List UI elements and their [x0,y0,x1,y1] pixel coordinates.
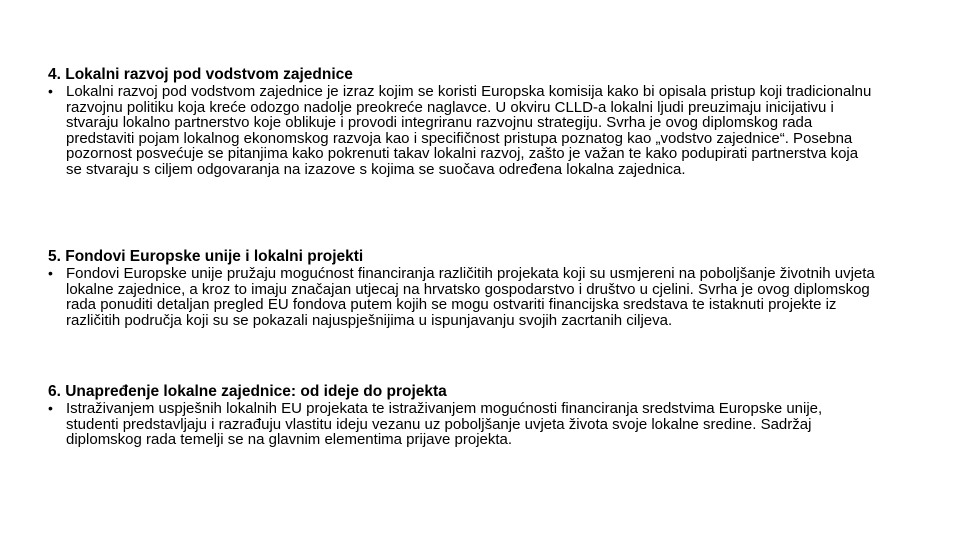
bullet-item [48,401,878,448]
bullet-icon: • [48,400,53,416]
section-heading: 5. Fondovi Europske unije i lokalni projekti [48,248,364,265]
bullet-icon: • [48,83,53,99]
bullet-icon: • [48,265,53,281]
section-local-development [48,66,878,178]
section-eu-funds [48,248,878,328]
section-paragraph: Lokalni razvoj pod vodstvom zajednice je izraz kojim se koristi Europska komisija kako bi opisala pristup koji tradicionalnu razvojnu politiku koja kreće odozgo nadolje preokreće naglavce. U okviru CLLD-a lokalni ljudi preuzimaju inicijativu i stvaraju lokalno partnerstvo koje oblikuje i provodi integriranu razvojnu strategiju. Svrha je ovog diplomskog rada predstaviti pojam lokalnog ekonomskog razvoja kao i specifičnost pristupa poznatog kao „vodstvo zajednice“. Posebna pozornost posvećuje se pitanjima kako pokrenuti takav lokalni razvoj, zašto je važan te kako podupirati partnerstva koja se stvaraju s ciljem odgovaranja na izazove s kojima se suočava određena lokalna zajednica. [66,83,872,178]
section-paragraph: Istraživanjem uspješnih lokalnih EU projekata te istraživanjem mogućnosti financiranja sredstvima Europske unije, studenti predstavljaju i razrađuju vlastitu ideju vezanu uz poboljšanje uvjeta života svoje lokalne sredine. Sadržaj diplomskog rada temelji se na glavnim elementima prijave projekta. [66,400,823,449]
section-heading: 4. Lokalni razvoj pod vodstvom zajednice [48,66,353,83]
bullet-item [48,266,878,328]
section-community-improvement [48,383,878,448]
section-paragraph: Fondovi Europske unije pružaju mogućnost financiranja različitih projekata koji su usmjereni na poboljšanje životnih uvjeta lokalne zajednice, a kroz to imaju značajan utjecaj na hrvatsko gospodarstvo i društvo u cjelini. Svrha je ovog diplomskog rada ponuditi detaljan pregled EU fondova putem kojih se mogu ostvariti financijska sredstava te istaknuti projekte iz različitih područja koji su se pokazali najuspješnijima u ispunjavanju svojih zacrtanih ciljeva. [66,265,875,329]
bullet-item [48,84,878,178]
section-heading: 6. Unapređenje lokalne zajednice: od ideje do projekta [48,383,447,400]
